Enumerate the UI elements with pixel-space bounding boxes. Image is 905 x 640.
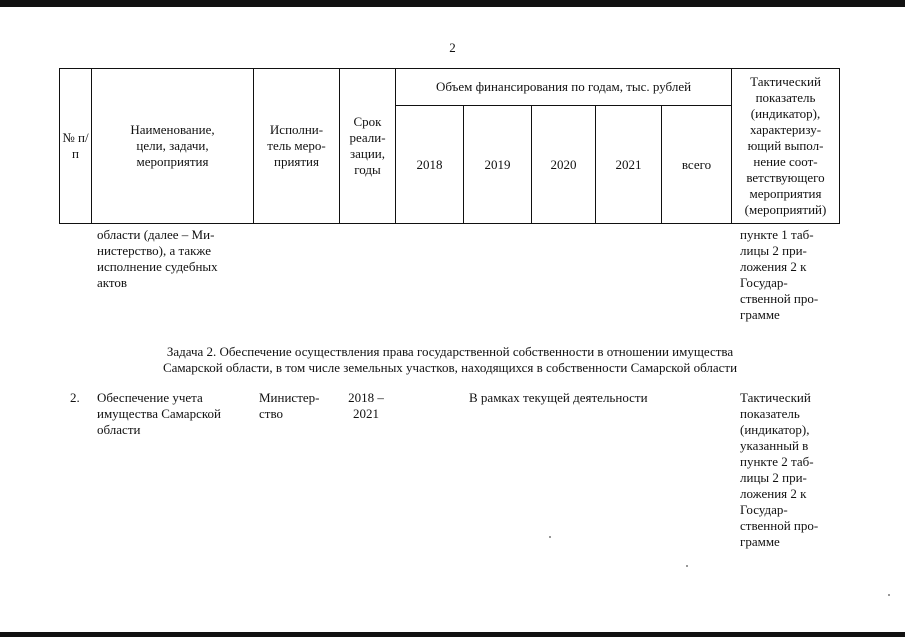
row2-indicator-line: ложения 2 к <box>740 486 807 501</box>
scan-speck <box>549 536 551 538</box>
row2-term <box>338 390 394 422</box>
row2-num: 2. <box>70 390 80 405</box>
continuation-indicator <box>740 227 840 323</box>
row2-term-line: 2018 – <box>348 390 384 405</box>
row2-indicator-line: (индикатор), <box>740 422 810 437</box>
row2-indicator-line: лицы 2 при- <box>740 470 807 485</box>
row2-indicator-line: показатель <box>740 406 800 421</box>
row2-indicator-line: ственной про- <box>740 518 819 533</box>
row2-name <box>97 390 257 438</box>
row2-executor-line: Министер- <box>259 390 320 405</box>
continuation-indicator-line: лицы 2 при- <box>740 243 807 258</box>
row2-name-line: области <box>97 422 141 437</box>
header-financing: Объем финансирования по годам, тыс. рублей <box>396 69 732 106</box>
header-executor: Исполни-тель меро-приятия <box>254 69 340 224</box>
continuation-name-line: исполнение судебных <box>97 259 218 274</box>
continuation-name-line: области (далее – Ми- <box>97 227 215 242</box>
bottom-border-bar <box>0 632 905 637</box>
header-name: Наименование, цели, задачи, мероприятия <box>92 69 254 224</box>
page-number: 2 <box>449 40 456 55</box>
continuation-name <box>97 227 257 291</box>
continuation-indicator-line: Государ- <box>740 275 788 290</box>
task2-heading <box>60 344 840 376</box>
header-year-2021: 2021 <box>596 106 662 224</box>
scan-speck <box>686 565 688 567</box>
top-border-bar <box>0 0 905 7</box>
continuation-indicator-line: грамме <box>740 307 780 322</box>
header-num: № п/п <box>60 69 92 224</box>
row2-indicator-line: указанный в <box>740 438 809 453</box>
row2-indicator <box>740 390 840 550</box>
header-year-2019: 2019 <box>464 106 532 224</box>
header-term: Срок реали-зации, годы <box>340 69 396 224</box>
row2-financing: В рамках текущей деятельности <box>469 390 648 405</box>
header-year-2018: 2018 <box>396 106 464 224</box>
header-year-2020: 2020 <box>532 106 596 224</box>
row2-indicator-line: Государ- <box>740 502 788 517</box>
row2-executor <box>259 390 339 422</box>
row2-indicator-line: грамме <box>740 534 780 549</box>
header-total: всего <box>662 106 732 224</box>
row2-indicator-line: Тактический <box>740 390 811 405</box>
row2-name-line: Обеспечение учета <box>97 390 203 405</box>
continuation-indicator-line: ственной про- <box>740 291 819 306</box>
continuation-name-line: нистерство), а также <box>97 243 211 258</box>
task2-line: Задача 2. Обеспечение осуществления права государственной собственности в отношении имущества <box>166 344 734 359</box>
row2-name-line: имущества Самарской <box>97 406 221 421</box>
header-indicator: Тактический показатель (индикатор), характеризу-ющий выпол-нение соот-ветствующего мероприятия (мероприятий) <box>732 69 840 224</box>
row2-indicator-line: пункте 2 таб- <box>740 454 814 469</box>
row2-term-line: 2021 <box>353 406 379 421</box>
row2-executor-line: ство <box>259 406 284 421</box>
scan-speck <box>888 594 890 596</box>
continuation-indicator-line: ложения 2 к <box>740 259 807 274</box>
table-header <box>59 68 840 224</box>
continuation-name-line: актов <box>97 275 128 290</box>
task2-line: Самарской области, в том числе земельных участков, находящихся в собственности Самарской области <box>162 360 738 375</box>
continuation-indicator-line: пункте 1 таб- <box>740 227 814 242</box>
